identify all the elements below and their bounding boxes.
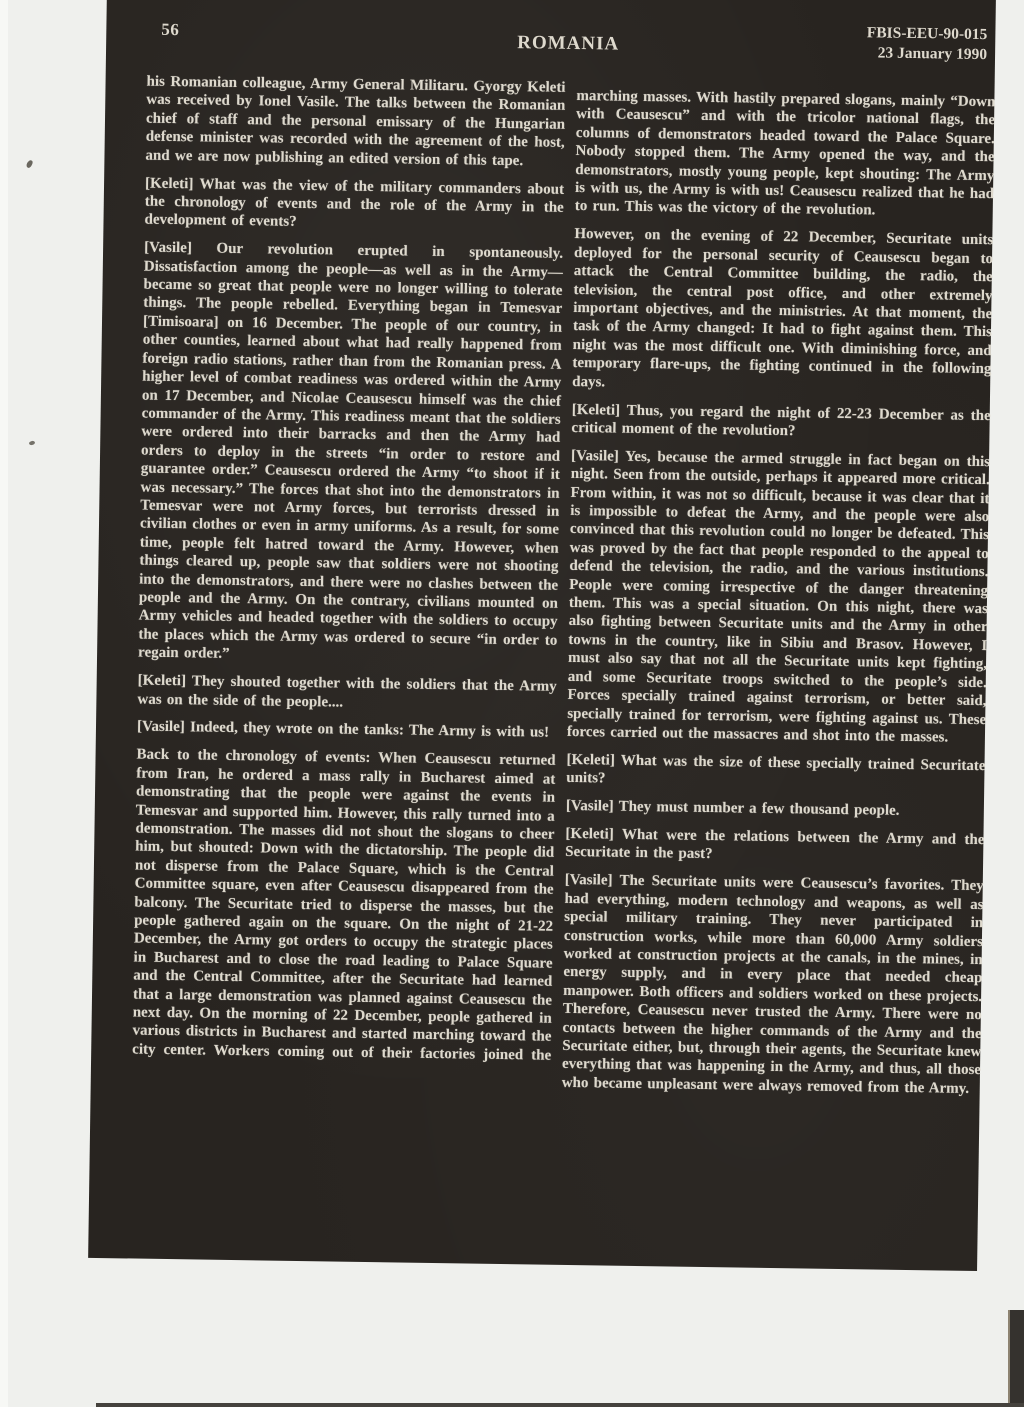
scan-edge-artifact-right	[1008, 1310, 1024, 1407]
paragraph-securitate-attack: However, on the evening of 22 December, Securitate units deployed for the personal security of Ceausescu began to attack the Central Committee building, the radio, the television, the central post office, and other extremely important objectives, and the ministries. At that moment, the task of the Army changed: It had to fight against them. This night was the most difficult one. With diminishing force, and temporary flare-ups, the fighting continued in the following days.	[572, 226, 994, 391]
page-title: ROMANIA	[517, 32, 620, 55]
text-column-left	[132, 73, 566, 1075]
scanned-page-region	[88, 0, 996, 1271]
document-id: FBIS-EEU-90-015	[866, 24, 988, 44]
paragraph-vasile-remark: [Vasile] Indeed, they wrote on the tanks: The Army is with us!	[136, 718, 550, 742]
margin-speck	[26, 159, 34, 168]
paragraph-vasile-answer: [Vasile] Yes, because the armed struggle in fact began on this night. Seen from the outside, perhaps it appeared more critical. From within, it was not so difficult, because it was clear that it is impossible to defeat the Army, and the people were also convinced that this revolution could no longer be defeated. This was proved by the fact that people responded to the appeal to defend the television, the radio, and the various institutions. People were coming irrespective of the danger threatening them. This was a special situation. On this night, there was also fighting between Securitate units and the Army in other towns in the country, like in Sibiu and Brasov. However, I must also say that not all the Securitate units kept fighting, and some Securitate troops switched to the people’s side. Forces specially trained against terrorism, or better said, specially trained for terrorism, were fighting against us. These forces carried out the massacres and shot into the masses.	[566, 447, 991, 746]
page-number: 56	[161, 19, 180, 40]
document-date: 23 January 1990	[877, 44, 988, 64]
scan-edge-artifact-bottom	[96, 1403, 1024, 1407]
paragraph-continuation: his Romanian colleague, Army General Militaru. Gyorgy Keleti was received by Ionel Vasile. The talks between the Romanian chief of staff and the personal emissary of the Hungarian defense minister was recorded with the agreement of the host, and we are now publishing an edited version of this tape.	[145, 73, 566, 169]
paragraph-vasile-answer: [Vasile] They must number a few thousand people.	[565, 798, 900, 819]
paragraph-keleti-remark: [Keleti] They shouted together with the soldiers that the Army was on the side of the people....	[137, 672, 557, 711]
paragraph-keleti-question: [Keleti] What were the relations between the Army and the Securitate in the past?	[565, 825, 985, 863]
paragraph-vasile-answer: [Vasile] The Securitate units were Ceausescu’s favorites. They had everything, modern technology and weapons, as well as special military training. They never participated in construction works, while more than 60,000 Army soldiers worked at construction projects at the canals, in the mines, in energy supply, and in every place that needed cheap manpower. Both officers and soldiers worked on these projects. Therefore, Ceausescu never trusted the Army. There were no contacts between the higher commands of the Army and the Securitate either, but, through their agents, the Securitate knew everything that was happening in the Army, and thus, all those who became unpleasant were always removed from the Army.	[561, 872, 984, 1097]
text-column-right	[562, 87, 996, 1108]
paragraph-chronology: Back to the chronology of events: When Ceausescu returned from Iran, he ordered a mass rally in Bucharest aimed at demonstrating that the people were against the events in Temesvar and supported him. However, this rally turned into a demonstration. The masses did not shout the slogans to cheer him, but shouted: Down with the dictatorship. The people did not disperse from the Palace Square, which is the Central Committee square, even after Ceausescu disappeared from the balcony. The Securitate tried to disperse the masses, but the people gathered again on the square. On the night of 21-22 December, the Army got orders to occupy the strategic places in Bucharest and to close the road leading to Palace Square and the Central Committee, after the Securitate had learned that a large demonstration was planned against Ceausescu the next day. On the morning of 22 December, people gathered in various districts in Bucharest and started marching toward the city center. Workers coming out of their factories joined the	[132, 746, 556, 1064]
paragraph-keleti-question: [Keleti] Thus, you regard the night of 22-23 December as the critical moment of the revolution?	[571, 401, 991, 440]
paragraph-keleti-question: [Keleti] What was the size of these specially trained Securitate units?	[566, 751, 986, 787]
paragraph-keleti-question: [Keleti] What was the view of the military commanders about the chronology of events and the role of the Army in the development of events?	[144, 175, 565, 231]
margin-speck	[29, 440, 36, 445]
document-source-block	[866, 23, 987, 65]
paragraph-vasile-answer: [Vasile] Our revolution erupted in spontaneously. Dissatisfaction among the people—as well as in the Army—became so great that people were no longer willing to tolerate things. The people rebelled. Everything began in Temesvar [Timisoara] on 16 December. The people of our country, in other counties, learned about what had really happened from foreign radio stations, rather than from the Romanian press. A higher level of combat readiness was ordered within the Army on 17 December, and Nicolae Ceausescu himself was the chief commander of the Army. This readiness meant that the soldiers were ordered into their barracks and then the Army had orders to deploy in the streets “in order to restore and guarantee order.” Ceausescu ordered the Army “to shoot if it was necessary.” The forces that shot into the demonstrators in Temesvar were not Army forces, but terrorists dressed in civilian clothes or even in army uniforms. As a result, for some time, people felt hatred toward the Army. However, when things cleared up, people saw that soldiers were not shooting into the demonstrators, and there were no clashes between the people and the Army. On the contrary, civilians mounted on Army vehicles and headed together with the soldiers to occupy the places which the Army was ordered to secure “in order to regain order.”	[137, 239, 564, 663]
paper-edge-highlight	[0, 0, 8, 1407]
paragraph-continuation: marching masses. With hastily prepared slogans, mainly “Down with Ceausescu” and with the tricolor national flags, the columns of demonstrators headed toward the Palace Square. Nobody stopped them. The Army opened the way, and the demonstrators, mostly young people, kept shouting: The Army is with us, the Army is with us! Ceausescu realized that he had to run. This was the victory of the revolution.	[574, 87, 996, 219]
